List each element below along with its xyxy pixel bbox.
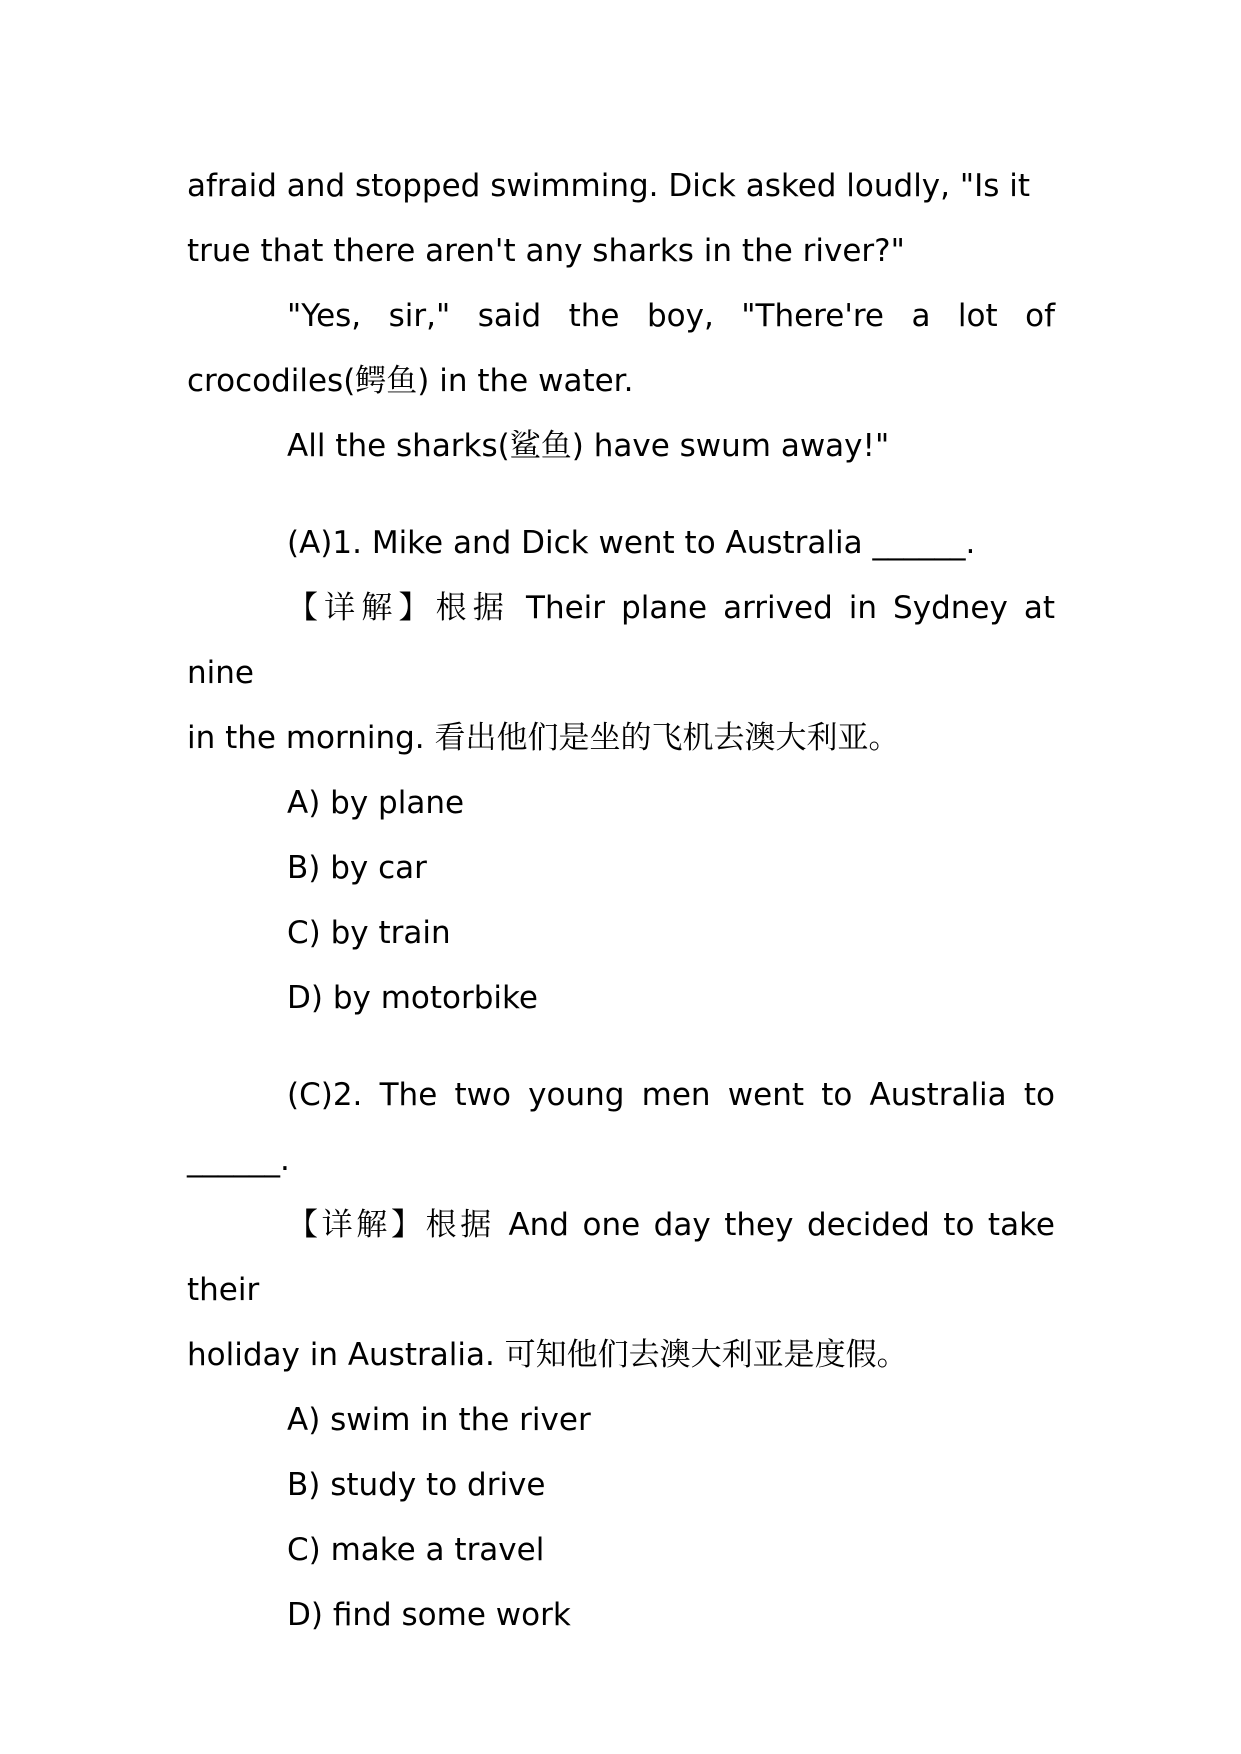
question-1-explanation-line: in the morning. 看出他们是坐的飞机去澳大利亚。: [187, 720, 900, 756]
question-1-option-b: B) by car: [287, 850, 427, 886]
question-1-stem: (A)1. Mike and Dick went to Australia ______.: [287, 525, 976, 561]
passage-line: crocodiles(鳄鱼) in the water.: [187, 363, 634, 399]
question-2-explanation-line: 【详解】根据 And one day they decided to take their: [187, 1207, 1055, 1308]
question-1-option-a: A) by plane: [287, 785, 465, 821]
question-2-explanation-line: holiday in Australia. 可知他们去澳大利亚是度假。: [187, 1337, 908, 1373]
document-content: [187, 154, 1055, 1648]
question-2-option-a: A) swim in the river: [287, 1402, 591, 1438]
question-1-explanation-line: 【详解】根据 Their plane arrived in Sydney at nine: [187, 590, 1055, 691]
question-2-stem-line: ______.: [187, 1142, 290, 1178]
passage-line: afraid and stopped swimming. Dick asked loudly, "Is it: [187, 168, 1031, 204]
passage-paragraph-line: "Yes, sir," said the boy, "There're a lot of: [287, 298, 1055, 334]
spacer: [187, 1031, 1055, 1063]
passage-paragraph: All the sharks(鲨鱼) have swum away!": [287, 428, 890, 464]
question-2-option-d: D) find some work: [287, 1597, 571, 1633]
question-1-option-d: D) by motorbike: [287, 980, 538, 1016]
question-2-stem-line: (C)2. The two young men went to Australia to: [287, 1077, 1055, 1113]
passage-line: true that there aren't any sharks in the river?": [187, 233, 905, 269]
question-2-option-b: B) study to drive: [287, 1467, 546, 1503]
spacer: [187, 479, 1055, 511]
question-1-option-c: C) by train: [287, 915, 451, 951]
question-2-option-c: C) make a travel: [287, 1532, 545, 1568]
